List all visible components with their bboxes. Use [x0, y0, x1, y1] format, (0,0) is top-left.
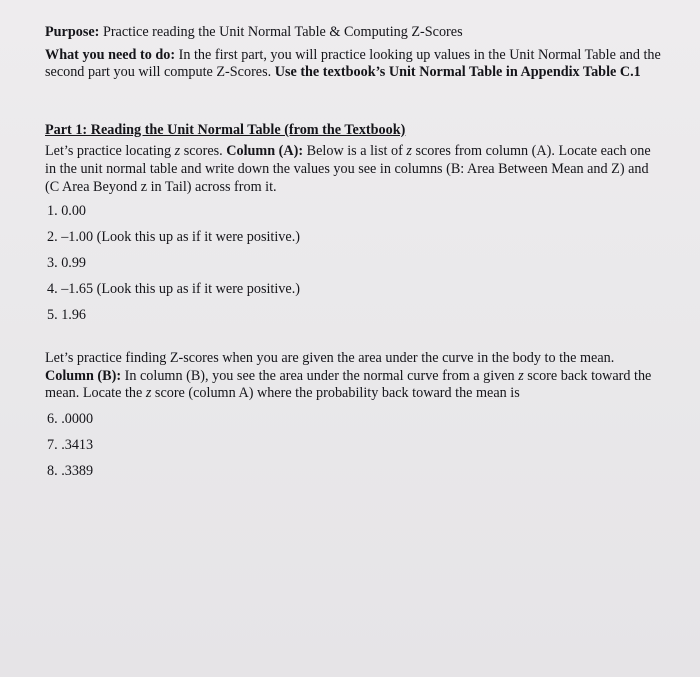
- instructions-paragraph: [45, 47, 665, 82]
- list-item: 7. .3413: [47, 436, 94, 453]
- part2-para-text: In column (B), you see the area under the normal curve from a given: [121, 367, 519, 384]
- list-item: 3. 0.99: [47, 255, 87, 272]
- list-item: 1. 0.00: [47, 203, 87, 220]
- part2-list: [45, 406, 665, 484]
- purpose-line: [45, 24, 665, 42]
- part2-column-label: Column (B):: [45, 367, 122, 384]
- list-item: 2. –1.00 (Look this up as if it were positive.): [47, 229, 300, 246]
- part2-paragraph: [45, 350, 665, 403]
- part1-para-text: Below is a list of: [303, 143, 407, 160]
- part1-list: [45, 198, 665, 328]
- list-item: 8. .3389: [47, 462, 94, 479]
- instructions-text: In the first part, you will practice looking up values in the Unit Normal Table and the second part you will compute Z-Scores.: [45, 46, 661, 81]
- list-item: 4. –1.65 (Look this up as if it were positive.): [47, 281, 300, 298]
- part1-z-italic-2: z: [406, 143, 412, 160]
- textbook-reference: Use the textbook’s Unit Normal Table in Appendix Table C.1: [274, 64, 641, 81]
- list-item: 6. .0000: [47, 410, 94, 427]
- part2-z-italic: z: [518, 367, 524, 384]
- part1-para-end: scores from column (A). Locate each one in the unit normal table and write down the values you see in columns (B: Area Between Mean and Z) and (C Area Beyond z in Tail) across from it.: [45, 143, 651, 195]
- part1-para-start: Let’s practice locating: [45, 143, 175, 160]
- part2-para-start: Let’s practice finding Z-scores when you are given the area under the curve in the body to the mean.: [45, 350, 615, 367]
- part1-para-mid: scores.: [180, 143, 227, 160]
- purpose-label: Purpose:: [45, 24, 100, 40]
- worksheet-content: [45, 24, 665, 484]
- part1-paragraph: [45, 143, 665, 196]
- purpose-text: Practice reading the Unit Normal Table & Computing Z-Scores: [99, 24, 463, 40]
- part2-para-end: score (column A) where the probability back toward the mean is: [151, 385, 520, 402]
- part2-z-italic-2: z: [145, 385, 152, 402]
- part1-z-italic: z: [174, 143, 181, 160]
- part1-column-label: Column (A):: [226, 143, 304, 160]
- list-item: 5. 1.96: [47, 307, 87, 324]
- part2-para-mid: score back toward the mean. Locate the: [45, 367, 652, 402]
- instructions-label: What you need to do:: [45, 46, 176, 63]
- part1-heading: Part 1: Reading the Unit Normal Table (from the Textbook): [45, 121, 406, 138]
